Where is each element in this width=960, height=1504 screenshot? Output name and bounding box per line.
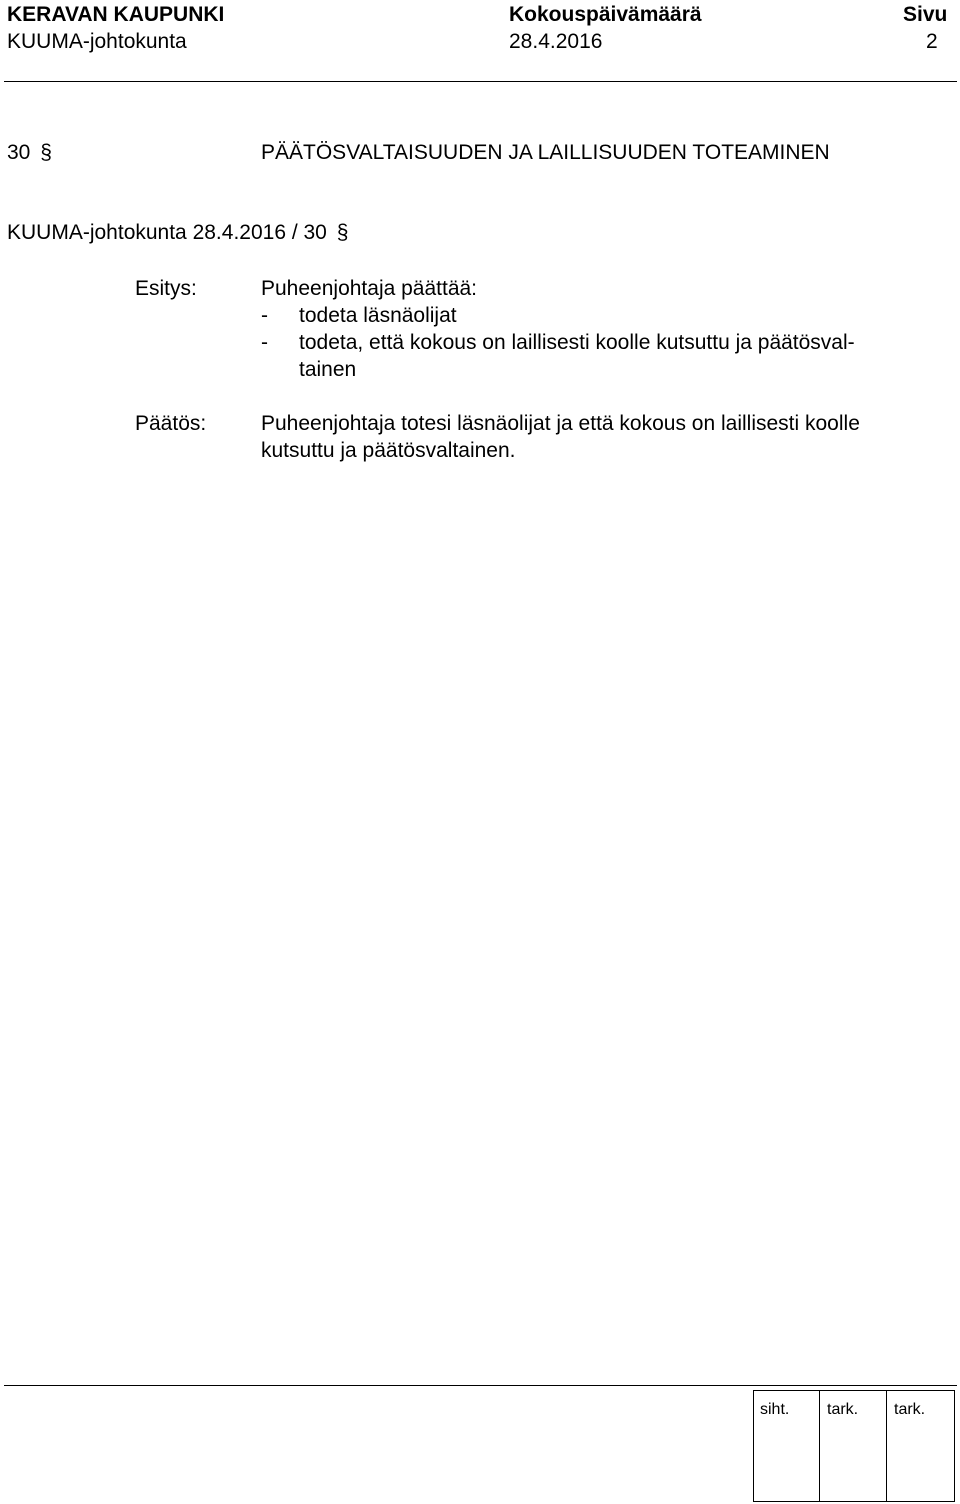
item-number	[7, 140, 52, 166]
organization-name: KERAVAN KAUPUNKI	[7, 3, 225, 26]
paatos-label: Päätös:	[135, 412, 207, 435]
signature-label-checker-2: tark.	[894, 1401, 926, 1418]
meeting-date: 28.4.2016	[509, 30, 603, 53]
esitys-label: Esitys:	[135, 277, 197, 300]
section-sign: §	[40, 141, 52, 164]
footer-rule	[4, 1385, 957, 1386]
signature-label-checker-1: tark.	[827, 1401, 859, 1418]
signature-divider	[886, 1391, 887, 1501]
committee-name: KUUMA-johtokunta	[7, 30, 187, 53]
reference-section-sign: §	[336, 221, 349, 244]
paatos-line-1: Puheenjohtaja totesi läsnäolijat ja että kokous on laillisesti koolle	[261, 412, 860, 435]
signature-box	[753, 1390, 955, 1502]
bullet-dash: -	[261, 304, 268, 327]
bullet-text: todeta, että kokous on laillisesti koolle kutsuttu ja päätösval-	[299, 331, 855, 354]
paatos-line-2: kutsuttu ja päätösvaltainen.	[261, 439, 516, 462]
item-reference	[7, 220, 348, 246]
bullet-text: todeta läsnäolijat	[299, 304, 457, 327]
bullet-continuation: tainen	[299, 358, 357, 381]
page-label: Sivu	[903, 3, 948, 26]
header-rule	[4, 81, 957, 82]
esitys-intro: Puheenjohtaja päättää:	[261, 277, 478, 300]
item-number-value: 30	[7, 141, 31, 164]
signature-label-secretary: siht.	[760, 1401, 790, 1418]
item-reference-text: KUUMA-johtokunta 28.4.2016 / 30	[7, 221, 327, 244]
item-title: PÄÄTÖSVALTAISUUDEN JA LAILLISUUDEN TOTEAMINEN	[261, 141, 830, 164]
signature-divider	[819, 1391, 820, 1501]
page-number: 2	[926, 30, 938, 53]
bullet-dash: -	[261, 331, 268, 354]
meeting-date-label: Kokouspäivämäärä	[509, 3, 702, 26]
